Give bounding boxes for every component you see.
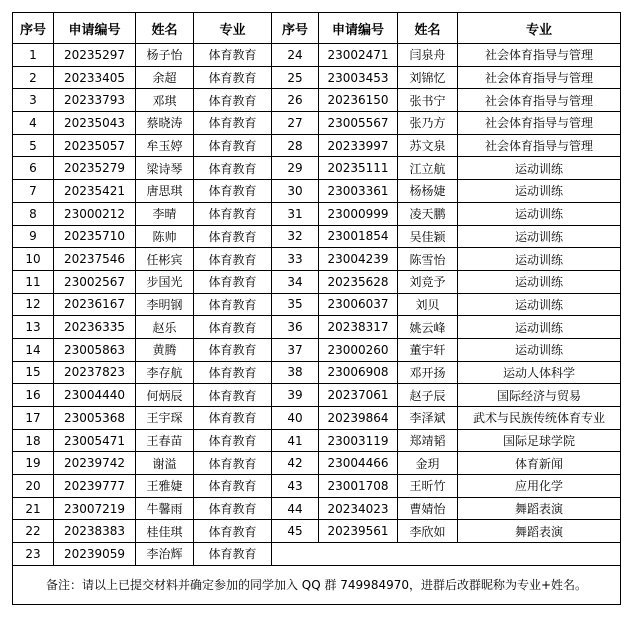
name-cell: 唐思琪 <box>136 180 194 203</box>
index-cell: 26 <box>272 89 319 112</box>
name-cell: 姚云峰 <box>398 316 458 339</box>
name-cell: 金玥 <box>398 452 458 475</box>
index-cell: 8 <box>13 202 54 225</box>
application-id-cell: 23004440 <box>54 384 136 407</box>
empty-cell <box>272 543 621 566</box>
application-id-cell: 20233405 <box>54 66 136 89</box>
index-cell: 21 <box>13 497 54 520</box>
name-cell: 董宇轩 <box>398 338 458 361</box>
table-row <box>13 543 621 566</box>
table-row <box>13 44 621 67</box>
header-index: 序号 <box>13 13 54 44</box>
major-cell: 体育教育 <box>194 134 272 157</box>
application-id-cell: 20235710 <box>54 225 136 248</box>
major-cell: 体育教育 <box>194 44 272 67</box>
table-row <box>13 248 621 271</box>
major-cell: 运动训练 <box>458 270 621 293</box>
name-cell: 梁诗琴 <box>136 157 194 180</box>
footer-note: 备注：请以上已提交材料并确定参加的同学加入 QQ 群 749984970，进群后改群昵称为专业+姓名。 <box>13 565 621 604</box>
index-cell: 36 <box>272 316 319 339</box>
application-id-cell: 20235057 <box>54 134 136 157</box>
index-cell: 9 <box>13 225 54 248</box>
application-id-cell: 20235297 <box>54 44 136 67</box>
index-cell: 42 <box>272 452 319 475</box>
major-cell: 舞蹈表演 <box>458 520 621 543</box>
name-cell: 李存航 <box>136 361 194 384</box>
table-row <box>13 66 621 89</box>
name-cell: 蔡晓涛 <box>136 112 194 135</box>
index-cell: 13 <box>13 316 54 339</box>
index-cell: 1 <box>13 44 54 67</box>
name-cell: 杨子怡 <box>136 44 194 67</box>
table-row <box>13 497 621 520</box>
application-id-cell: 20235421 <box>54 180 136 203</box>
name-cell: 苏文泉 <box>398 134 458 157</box>
application-id-cell: 23003119 <box>319 429 398 452</box>
application-id-cell: 23002471 <box>319 44 398 67</box>
major-cell: 体育教育 <box>194 497 272 520</box>
name-cell: 邓开扬 <box>398 361 458 384</box>
application-id-cell: 20238383 <box>54 520 136 543</box>
table-row <box>13 407 621 430</box>
name-cell: 陈帅 <box>136 225 194 248</box>
name-cell: 刘竞予 <box>398 270 458 293</box>
name-cell: 步国光 <box>136 270 194 293</box>
name-cell: 闫泉舟 <box>398 44 458 67</box>
major-cell: 体育教育 <box>194 270 272 293</box>
application-id-cell: 23004466 <box>319 452 398 475</box>
index-cell: 15 <box>13 361 54 384</box>
application-id-cell: 20233793 <box>54 89 136 112</box>
application-id-cell: 23005368 <box>54 407 136 430</box>
index-cell: 32 <box>272 225 319 248</box>
major-cell: 社会体育指导与管理 <box>458 112 621 135</box>
application-id-cell: 23006037 <box>319 293 398 316</box>
major-cell: 体育教育 <box>194 361 272 384</box>
application-id-cell: 23000999 <box>319 202 398 225</box>
major-cell: 舞蹈表演 <box>458 497 621 520</box>
name-cell: 何炳辰 <box>136 384 194 407</box>
major-cell: 体育教育 <box>194 543 272 566</box>
application-id-cell: 23005567 <box>319 112 398 135</box>
major-cell: 体育教育 <box>194 225 272 248</box>
major-cell: 体育教育 <box>194 180 272 203</box>
application-id-cell: 20233997 <box>319 134 398 157</box>
major-cell: 运动人体科学 <box>458 361 621 384</box>
name-cell: 黄腾 <box>136 338 194 361</box>
major-cell: 体育教育 <box>194 157 272 180</box>
header-application-id: 申请编号 <box>54 13 136 44</box>
header-major: 专业 <box>194 13 272 44</box>
name-cell: 王宇琛 <box>136 407 194 430</box>
index-cell: 41 <box>272 429 319 452</box>
index-cell: 35 <box>272 293 319 316</box>
application-id-cell: 23000212 <box>54 202 136 225</box>
table-row <box>13 429 621 452</box>
major-cell: 社会体育指导与管理 <box>458 134 621 157</box>
name-cell: 江立航 <box>398 157 458 180</box>
application-id-cell: 23006908 <box>319 361 398 384</box>
major-cell: 社会体育指导与管理 <box>458 89 621 112</box>
index-cell: 19 <box>13 452 54 475</box>
application-id-cell: 20235043 <box>54 112 136 135</box>
index-cell: 18 <box>13 429 54 452</box>
index-cell: 27 <box>272 112 319 135</box>
name-cell: 张乃方 <box>398 112 458 135</box>
table-row <box>13 225 621 248</box>
name-cell: 牟玉婷 <box>136 134 194 157</box>
major-cell: 体育教育 <box>194 429 272 452</box>
major-cell: 体育教育 <box>194 293 272 316</box>
application-id-cell: 20239059 <box>54 543 136 566</box>
table-row <box>13 316 621 339</box>
major-cell: 体育教育 <box>194 316 272 339</box>
major-cell: 体育教育 <box>194 338 272 361</box>
index-cell: 23 <box>13 543 54 566</box>
name-cell: 刘锦忆 <box>398 66 458 89</box>
name-cell: 李泽斌 <box>398 407 458 430</box>
major-cell: 体育教育 <box>194 407 272 430</box>
major-cell: 体育教育 <box>194 475 272 498</box>
index-cell: 25 <box>272 66 319 89</box>
application-id-cell: 20239864 <box>319 407 398 430</box>
name-cell: 赵子辰 <box>398 384 458 407</box>
major-cell: 运动训练 <box>458 316 621 339</box>
index-cell: 34 <box>272 270 319 293</box>
major-cell: 体育新闻 <box>458 452 621 475</box>
application-id-cell: 20239561 <box>319 520 398 543</box>
table-row <box>13 338 621 361</box>
name-cell: 李晴 <box>136 202 194 225</box>
application-id-cell: 20239777 <box>54 475 136 498</box>
index-cell: 4 <box>13 112 54 135</box>
name-cell: 赵乐 <box>136 316 194 339</box>
major-cell: 武术与民族传统体育专业 <box>458 407 621 430</box>
application-id-cell: 20236150 <box>319 89 398 112</box>
name-cell: 刘贝 <box>398 293 458 316</box>
header-index: 序号 <box>272 13 319 44</box>
major-cell: 体育教育 <box>194 384 272 407</box>
major-cell: 社会体育指导与管理 <box>458 44 621 67</box>
index-cell: 43 <box>272 475 319 498</box>
name-cell: 王昕竹 <box>398 475 458 498</box>
index-cell: 7 <box>13 180 54 203</box>
major-cell: 运动训练 <box>458 248 621 271</box>
index-cell: 2 <box>13 66 54 89</box>
name-cell: 陈雪怡 <box>398 248 458 271</box>
index-cell: 5 <box>13 134 54 157</box>
table-row <box>13 202 621 225</box>
name-cell: 凌天鹏 <box>398 202 458 225</box>
application-id-cell: 20235111 <box>319 157 398 180</box>
table-row <box>13 475 621 498</box>
index-cell: 3 <box>13 89 54 112</box>
name-cell: 邓琪 <box>136 89 194 112</box>
name-cell: 郑靖韬 <box>398 429 458 452</box>
major-cell: 运动训练 <box>458 293 621 316</box>
index-cell: 40 <box>272 407 319 430</box>
header-name: 姓名 <box>398 13 458 44</box>
application-id-cell: 20237823 <box>54 361 136 384</box>
major-cell: 体育教育 <box>194 89 272 112</box>
footer-row <box>13 565 621 604</box>
major-cell: 运动训练 <box>458 157 621 180</box>
major-cell: 运动训练 <box>458 180 621 203</box>
index-cell: 16 <box>13 384 54 407</box>
name-cell: 张书宁 <box>398 89 458 112</box>
application-id-cell: 23001708 <box>319 475 398 498</box>
major-cell: 运动训练 <box>458 338 621 361</box>
application-id-cell: 23005863 <box>54 338 136 361</box>
index-cell: 6 <box>13 157 54 180</box>
table-row <box>13 157 621 180</box>
application-id-cell: 20236167 <box>54 293 136 316</box>
name-cell: 王春苗 <box>136 429 194 452</box>
index-cell: 12 <box>13 293 54 316</box>
application-id-cell: 20235279 <box>54 157 136 180</box>
index-cell: 29 <box>272 157 319 180</box>
index-cell: 39 <box>272 384 319 407</box>
major-cell: 体育教育 <box>194 202 272 225</box>
major-cell: 体育教育 <box>194 452 272 475</box>
application-id-cell: 20236335 <box>54 316 136 339</box>
index-cell: 17 <box>13 407 54 430</box>
index-cell: 33 <box>272 248 319 271</box>
application-id-cell: 20237546 <box>54 248 136 271</box>
table-row <box>13 384 621 407</box>
application-id-cell: 23002567 <box>54 270 136 293</box>
major-cell: 国际经济与贸易 <box>458 384 621 407</box>
index-cell: 31 <box>272 202 319 225</box>
application-id-cell: 20234023 <box>319 497 398 520</box>
table-row <box>13 293 621 316</box>
major-cell: 应用化学 <box>458 475 621 498</box>
name-cell: 李明钢 <box>136 293 194 316</box>
student-list-table <box>12 12 621 605</box>
index-cell: 24 <box>272 44 319 67</box>
major-cell: 运动训练 <box>458 225 621 248</box>
header-application-id: 申请编号 <box>319 13 398 44</box>
application-id-cell: 23003361 <box>319 180 398 203</box>
name-cell: 吴佳颖 <box>398 225 458 248</box>
application-id-cell: 23000260 <box>319 338 398 361</box>
index-cell: 28 <box>272 134 319 157</box>
name-cell: 桂佳琪 <box>136 520 194 543</box>
table-row <box>13 89 621 112</box>
name-cell: 任彬宾 <box>136 248 194 271</box>
name-cell: 曹婧怡 <box>398 497 458 520</box>
header-major: 专业 <box>458 13 621 44</box>
index-cell: 20 <box>13 475 54 498</box>
major-cell: 国际足球学院 <box>458 429 621 452</box>
major-cell: 运动训练 <box>458 202 621 225</box>
application-id-cell: 20239742 <box>54 452 136 475</box>
application-id-cell: 23007219 <box>54 497 136 520</box>
name-cell: 谢溢 <box>136 452 194 475</box>
table-row <box>13 361 621 384</box>
index-cell: 30 <box>272 180 319 203</box>
name-cell: 李治辉 <box>136 543 194 566</box>
index-cell: 11 <box>13 270 54 293</box>
header-name: 姓名 <box>136 13 194 44</box>
application-id-cell: 20238317 <box>319 316 398 339</box>
index-cell: 38 <box>272 361 319 384</box>
index-cell: 22 <box>13 520 54 543</box>
index-cell: 37 <box>272 338 319 361</box>
table-row <box>13 270 621 293</box>
major-cell: 体育教育 <box>194 248 272 271</box>
major-cell: 体育教育 <box>194 520 272 543</box>
index-cell: 44 <box>272 497 319 520</box>
major-cell: 体育教育 <box>194 112 272 135</box>
table-row <box>13 180 621 203</box>
table-row <box>13 112 621 135</box>
index-cell: 10 <box>13 248 54 271</box>
application-id-cell: 23001854 <box>319 225 398 248</box>
table-row <box>13 520 621 543</box>
index-cell: 14 <box>13 338 54 361</box>
application-id-cell: 20235628 <box>319 270 398 293</box>
application-id-cell: 20237061 <box>319 384 398 407</box>
name-cell: 李欣如 <box>398 520 458 543</box>
major-cell: 体育教育 <box>194 66 272 89</box>
index-cell: 45 <box>272 520 319 543</box>
application-id-cell: 23003453 <box>319 66 398 89</box>
major-cell: 社会体育指导与管理 <box>458 66 621 89</box>
application-id-cell: 23005471 <box>54 429 136 452</box>
name-cell: 杨杨婕 <box>398 180 458 203</box>
application-id-cell: 23004239 <box>319 248 398 271</box>
header-row <box>13 13 621 44</box>
table-row <box>13 452 621 475</box>
name-cell: 余超 <box>136 66 194 89</box>
name-cell: 王雅婕 <box>136 475 194 498</box>
name-cell: 牛馨雨 <box>136 497 194 520</box>
table-row <box>13 134 621 157</box>
